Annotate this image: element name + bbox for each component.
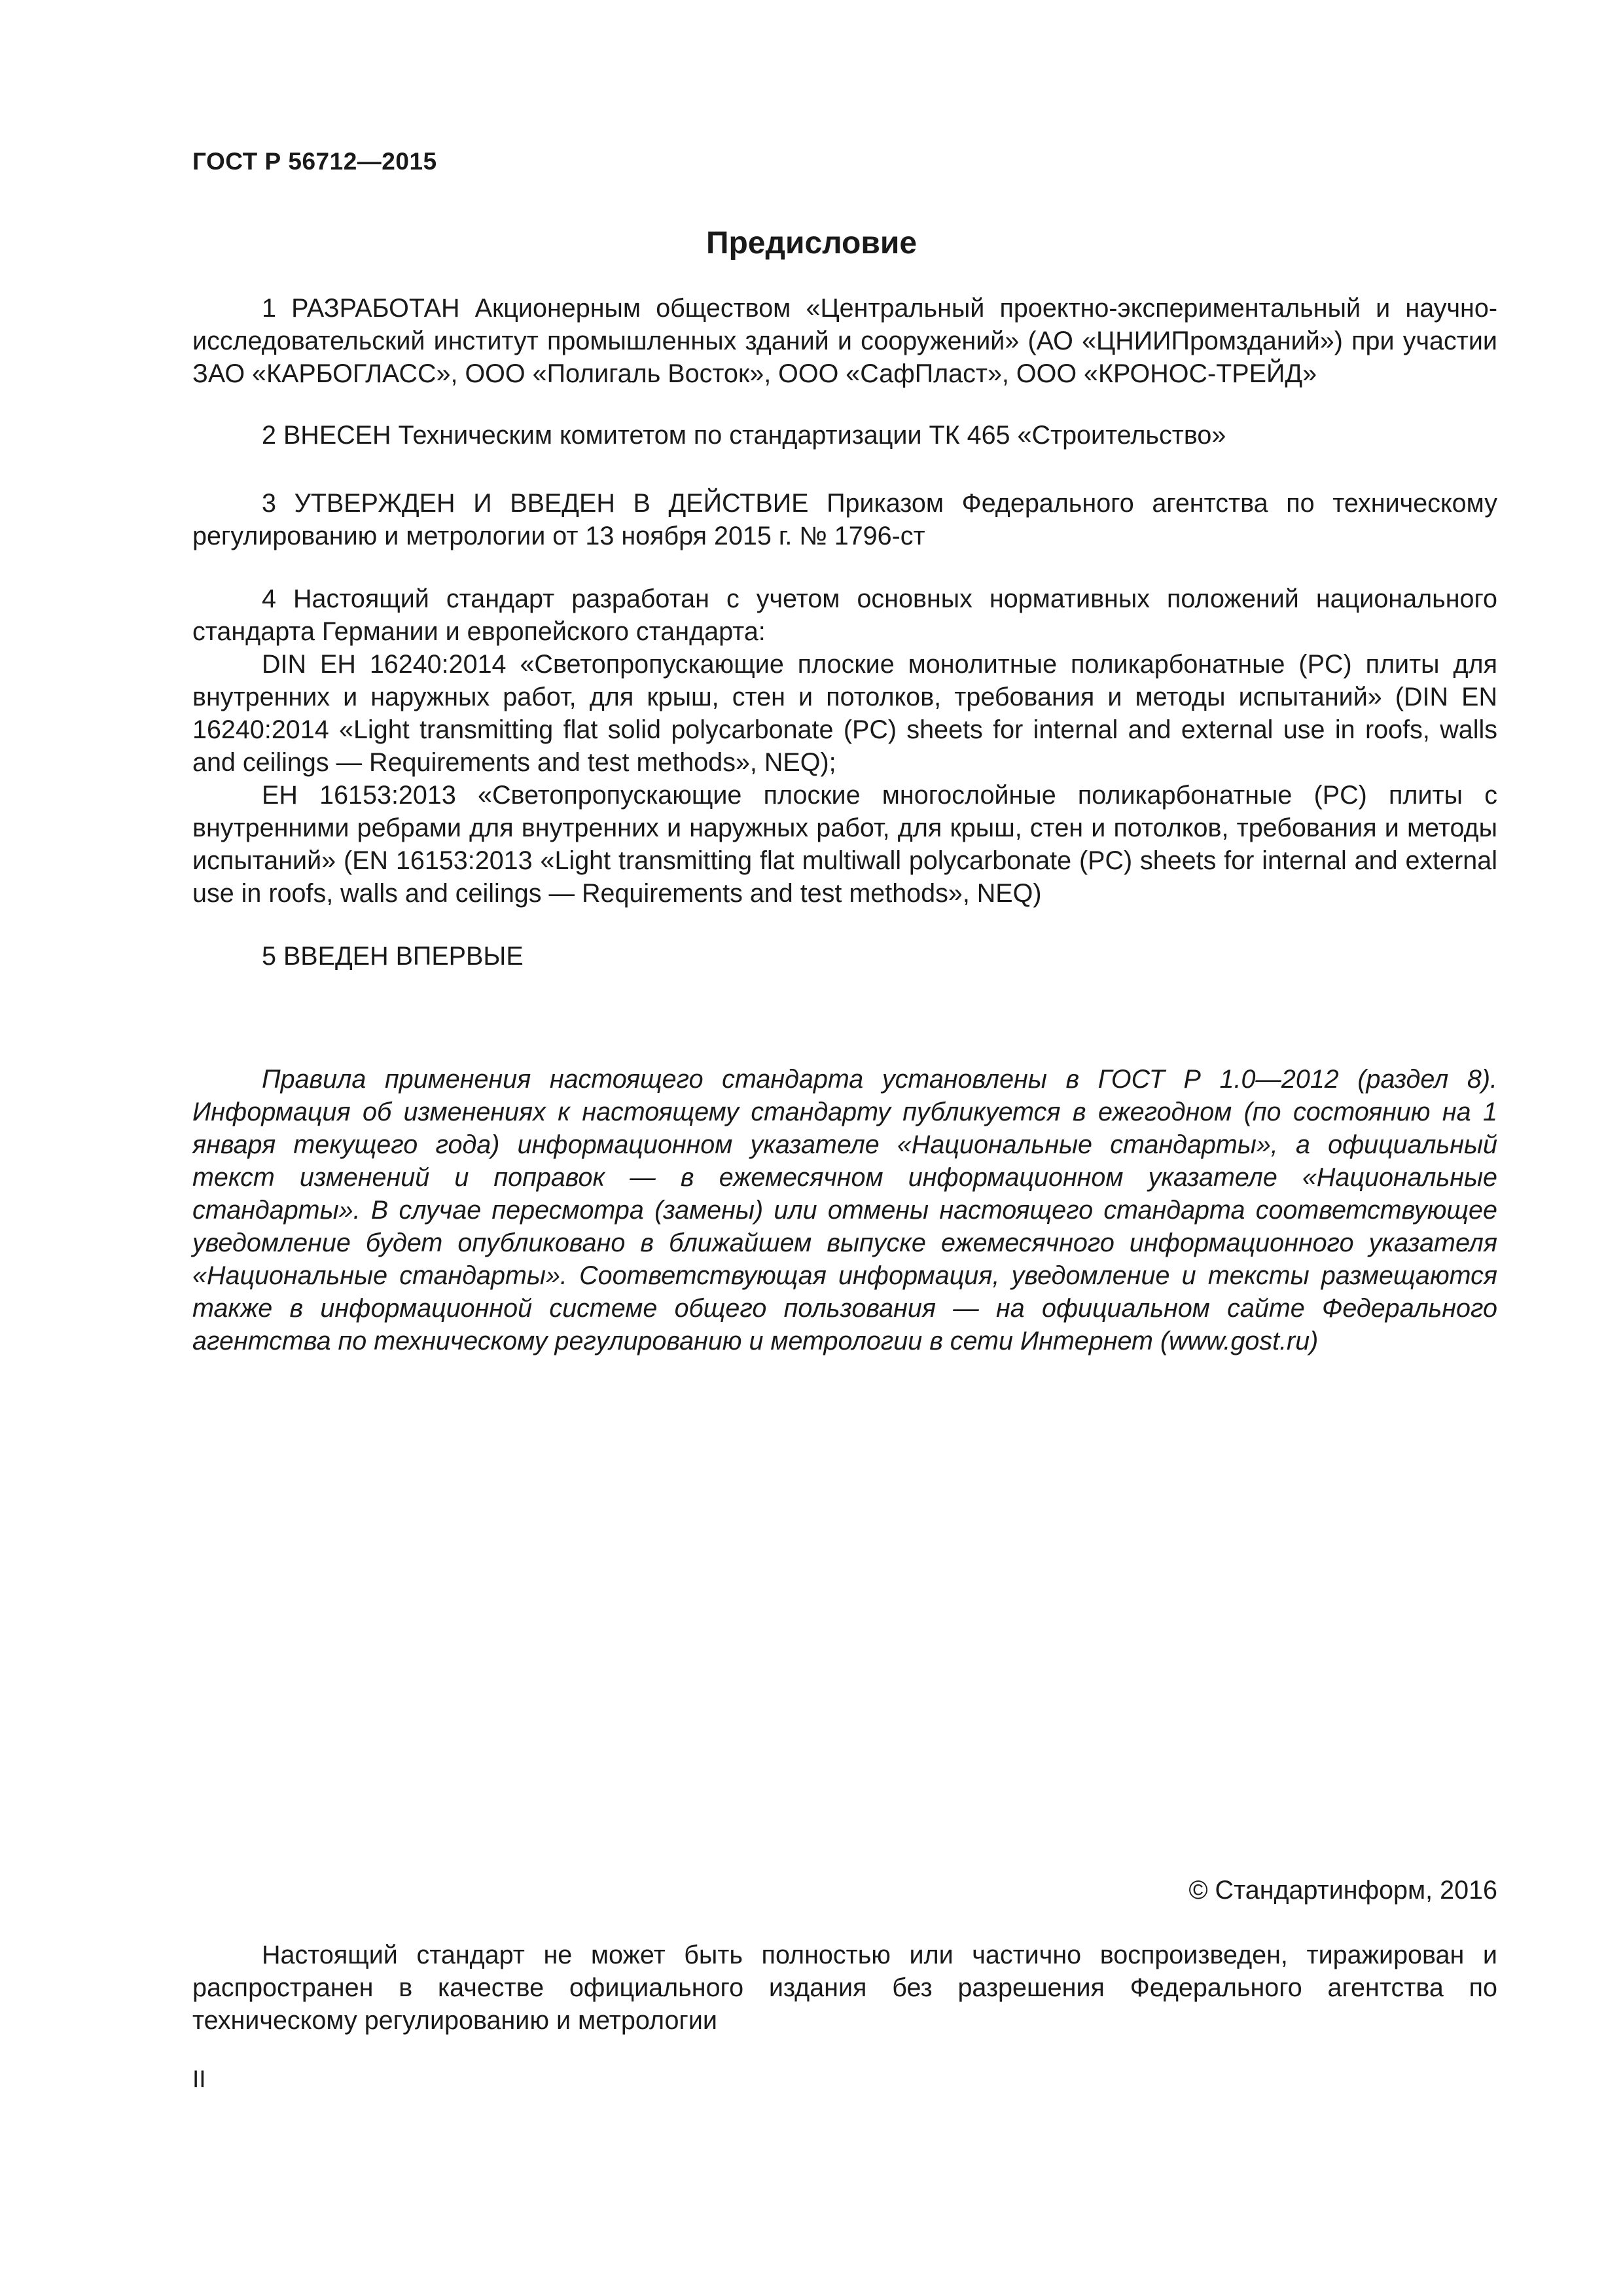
copyright-line: © Стандартинформ, 2016 [1188, 1876, 1497, 1905]
paragraph-approved: 3 УТВЕРЖДЕН И ВВЕДЕН В ДЕЙСТВИЕ Приказом Федерального агентства по техническому регулированию и метрологии от 13 ноября 2015 г. № 1796-ст [192, 489, 1497, 550]
paragraph-introduced-by: 2 ВНЕСЕН Техническим комитетом по стандартизации ТК 465 «Строительство» [262, 421, 1226, 450]
foreword-item-2 [192, 419, 1497, 452]
reference-din-en-16240: DIN ЕН 16240:2014 «Светопропускающие плоские монолитные поликарбонатные (PC) плиты для внутренних и наружных работ, для крыш, стен и потолков, требования и методы испытаний» (DIN EN 16240:2014 «Light transmitting flat solid polycarbonate (PC) sheets for internal and external use in roofs, walls and ceilings — Requirements and test methods», NEQ); [192, 650, 1497, 777]
reference-en-16153: ЕН 16153:2013 «Светопропускающие плоские многослойные поликарбонатные (PC) плиты с внутренними ребрами для внутренних и наружных работ, для крыш, стен и потолков, требования и методы испытаний» (EN 16153:2013 «Light transmitting flat multiwall polycarbonate (PC) sheets for internal and external use in roofs, walls and ceilings — Requirements and test methods», NEQ) [192, 781, 1497, 908]
rules-text: Правила применения настоящего стандарта установлены в ГОСТ Р 1.0—2012 (раздел 8). Информация об изменениях к настоящему стандарту публикуется в ежегодном (по состоянию на 1 января текущего года) информационном указателе «Национальные стандарты», а официальный текст изменений и поправок — в ежемесячном информационном указателе «Национальные стандарты». В случае пересмотра (замены) или отмены настоящего стандарта соответствующее уведомление будет опубликовано в ближайшем выпуске ежемесячного информационного указателя «Национальные стандарты». Соответствующая информация, уведомление и тексты размещаются также в информационной системе общего пользования — на официальном сайте Федерального агентства по техническому регулированию и метрологии в сети Интернет (www.gost.ru) [192, 1065, 1497, 1355]
reproduction-notice: Настоящий стандарт не может быть полностью или частично воспроизведен, тиражирован и распространен в качестве официального издания без разрешения Федерального агентства по техническому регулированию и метрологии [192, 1941, 1497, 2035]
page-number: II [192, 2066, 206, 2092]
paragraph-developed-by: 1 РАЗРАБОТАН Акционерным обществом «Центральный проектно-экспериментальный и научно-исследовательский институт промышленных зданий и сооружений» (АО «ЦНИИПромзданий») при участии ЗАО «КАРБОГЛАСС», ООО «Полигаль Восток», ООО «СафПласт», ООО «КРОНОС-ТРЕЙД» [192, 294, 1497, 388]
page-title: Предисловие [705, 226, 918, 260]
foreword-item-4 [192, 583, 1497, 910]
paragraph-standards-basis-intro: 4 Настоящий стандарт разработан с учетом основных нормативных положений национального стандарта Германии и европейского стандарта: [192, 584, 1497, 646]
paragraph-first-introduced: 5 ВВЕДЕН ВПЕРВЫЕ [262, 942, 524, 971]
document-id-header: ГОСТ Р 56712—2015 [192, 148, 437, 175]
application-rules-note [192, 1063, 1497, 1357]
foreword-item-3 [192, 487, 1497, 552]
foreword-item-5 [192, 940, 1497, 973]
foreword-item-1 [192, 292, 1497, 390]
